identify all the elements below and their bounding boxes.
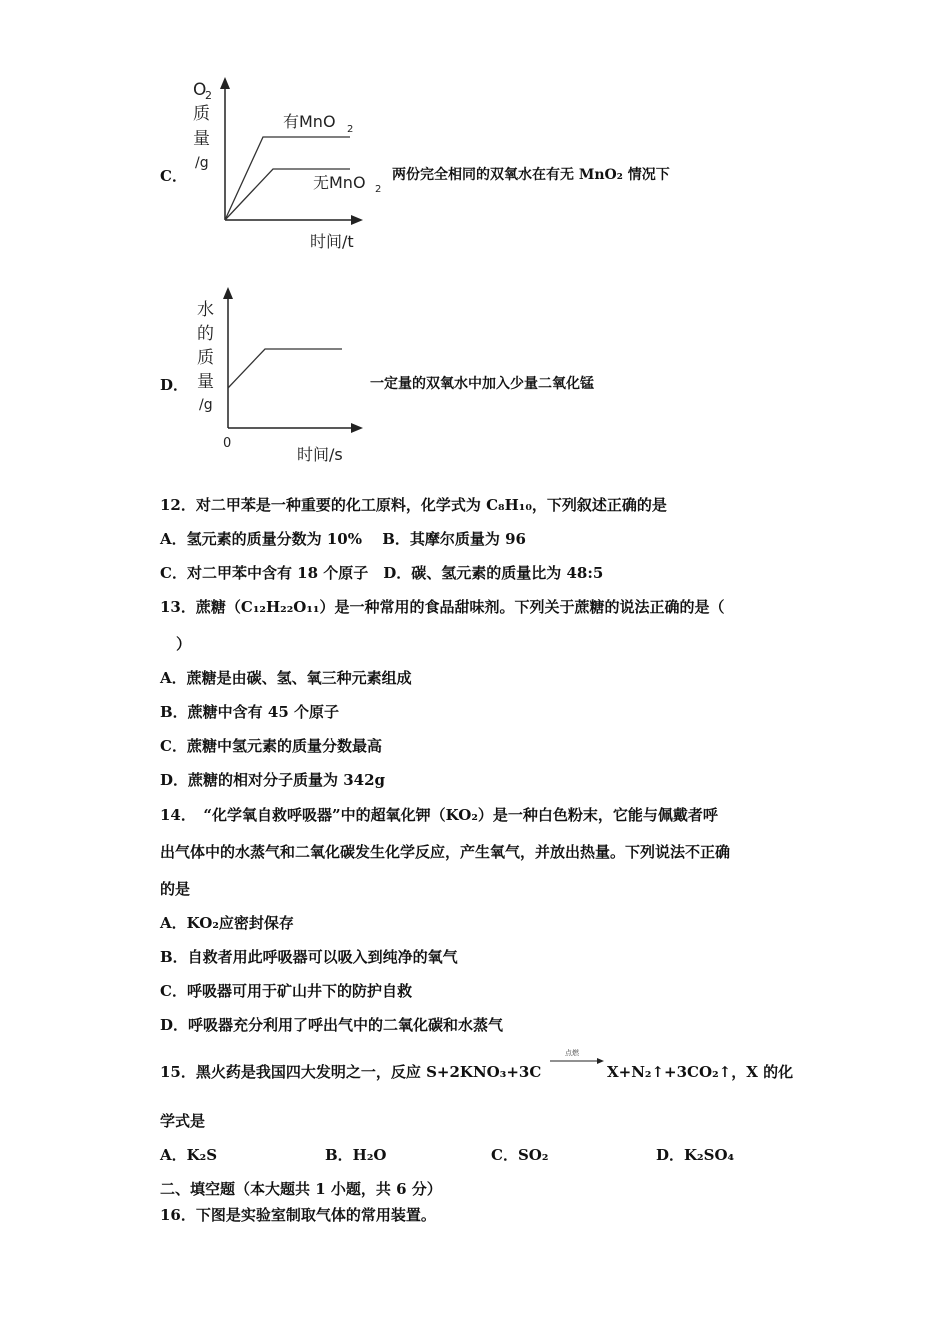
- q14-option-a: A．KO₂应密封保存: [160, 914, 294, 932]
- y-axis-label-4: 量: [197, 372, 214, 392]
- q15-option-d: D．K₂SO₄: [656, 1146, 735, 1164]
- y-axis-label-o: O: [193, 80, 207, 100]
- graph-d: [185, 285, 385, 465]
- q12-options-ab: A．氢元素的质量分数为 10% B．其摩尔质量为 96: [160, 530, 526, 548]
- q14-stem-line2: 出气体中的水蒸气和二氧化碳发生化学反应，产生氧气，并放出热量。下列说法不正确: [160, 843, 731, 861]
- q15-option-b: B．H₂O: [325, 1146, 387, 1164]
- x-axis-arrow: [351, 215, 363, 225]
- section-heading: 二、填空题（本大题共 1 小题，共 6 分）: [160, 1180, 442, 1198]
- y-axis-arrow: [223, 287, 233, 299]
- q12-options-cd: C．对二甲苯中含有 18 个原子 D．碳、氢元素的质量比为 48:5: [160, 564, 604, 582]
- graph-c-label: C．: [160, 167, 187, 185]
- y-axis-label-zhi: 质: [193, 104, 210, 124]
- q14-option-c: C．呼吸器可用于矿山井下的防护自救: [160, 982, 412, 1000]
- q12-stem: 12．对二甲苯是一种重要的化工原料，化学式为 C₈H₁₀，下列叙述正确的是: [160, 496, 667, 514]
- graph-c: [185, 75, 385, 255]
- q14-option-d: D．呼吸器充分利用了呼出气中的二氧化碳和水蒸气: [160, 1016, 504, 1034]
- y-axis-label-3: 质: [197, 348, 214, 368]
- series-label-without-mno2: 无MnO: [313, 173, 366, 192]
- q13-stem: 13．蔗糖（C₁₂H₂₂O₁₁）是一种常用的食品甜味剂。下列关于蔗糖的说法正确的是（: [160, 598, 725, 616]
- q15-stem-right: X+N₂↑+3CO₂↑，X 的化: [607, 1063, 794, 1081]
- graph-d-caption: 一定量的双氧水中加入少量二氧化锰: [370, 376, 594, 392]
- arrow-icon: [550, 1050, 605, 1070]
- q15-option-c: C．SO₂: [491, 1146, 549, 1164]
- x-axis-label: 时间/t: [310, 232, 354, 251]
- q13-option-b: B．蔗糖中含有 45 个原子: [160, 703, 339, 721]
- y-axis-label-2: 的: [197, 324, 214, 344]
- y-axis-arrow: [220, 77, 230, 89]
- q13-option-a: A．蔗糖是由碳、氢、氧三种元素组成: [160, 669, 412, 687]
- q13-option-d: D．蔗糖的相对分子质量为 342g: [160, 771, 386, 789]
- y-axis-label-o-sub: 2: [205, 89, 212, 102]
- q15-option-a: A．K₂S: [160, 1146, 218, 1164]
- graph-d-label: D．: [160, 376, 189, 394]
- y-axis-label-1: 水: [197, 300, 214, 320]
- series-label-with-mno2: 有MnO: [283, 112, 336, 131]
- q15-stem-left: 15．黑火药是我国四大发明之一，反应 S+2KNO₃+3C: [160, 1063, 542, 1081]
- y-axis-label-unit: /g: [199, 397, 213, 413]
- x-axis-label: 时间/s: [297, 445, 343, 464]
- origin-label: 0: [223, 436, 232, 451]
- q14-stem-line1: 14． “化学氧自救呼吸器”中的超氧化钾（KO₂）是一种白色粉末，它能与佩戴者呼: [160, 806, 718, 824]
- y-axis-label-liang: 量: [193, 129, 210, 149]
- q16-stem: 16．下图是实验室制取气体的常用装置。: [160, 1206, 436, 1224]
- series-label-without-mno2-sub: 2: [375, 184, 382, 195]
- water-mass-series: [228, 349, 342, 388]
- q15-stem-line2: 学式是: [160, 1112, 206, 1130]
- x-axis-arrow: [351, 423, 363, 433]
- reaction-arrow: [550, 1050, 605, 1070]
- q14-option-b: B．自救者用此呼吸器可以吸入到纯净的氧气: [160, 948, 458, 966]
- reaction-condition: 点燃: [565, 1049, 579, 1057]
- y-axis-label-unit: /g: [195, 155, 209, 171]
- graph-c-caption: 两份完全相同的双氧水在有无 MnO₂ 情况下: [392, 167, 670, 183]
- q13-option-c: C．蔗糖中氢元素的质量分数最高: [160, 737, 382, 755]
- q14-stem-line3: 的是: [160, 880, 191, 898]
- q13-stem-end: ）: [176, 635, 192, 653]
- series-label-with-mno2-sub: 2: [347, 124, 354, 135]
